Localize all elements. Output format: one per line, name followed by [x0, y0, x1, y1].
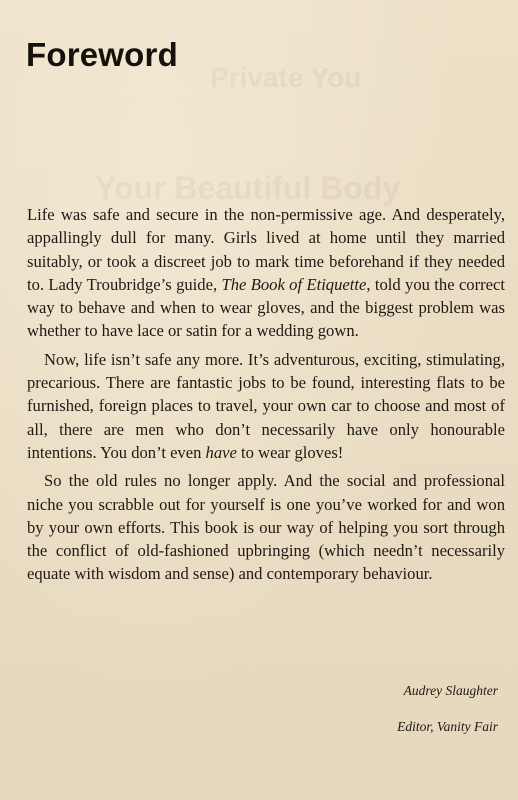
emphasis-italic: have: [205, 442, 237, 462]
paragraph-1-text-a: Life was safe and secure in the non-permissive age. And desperately, appallingly dull for many. Girls lived at home until they married suitably, or took a discreet job to mark time beforehand if they needed to. Lady Troubridge’s guide,: [27, 205, 505, 294]
paragraph-2: [27, 348, 505, 464]
paragraph-2-text-a: Now, life isn’t safe any more. It’s adventurous, exciting, stimulating, precarious. There are fantastic jobs to be found, interesting flats to be furnished, foreign places to travel, your own car to choose and most of all, there are men who don’t necessarily have only honourable intentions. You don’t even: [27, 349, 505, 462]
author-role: Editor, Vanity Fair: [397, 719, 498, 734]
paragraph-3-text: So the old rules no longer apply. And the social and professional niche you scrabble out for yourself is one you’ve worked for and won by your own efforts. This book is our way of helping you sort through the conflict of old-fashioned upbringing (which needn’t necessarily equate with wisdom and sense) and contemporary behaviour.: [27, 471, 505, 584]
paragraph-3: [27, 469, 505, 585]
page-title: Foreword: [26, 36, 178, 73]
author-signature: Audrey Slaughter: [403, 683, 498, 698]
paragraph-1: [27, 203, 505, 343]
paragraph-2-text-b: to wear gloves!: [236, 442, 344, 462]
show-through-text-2: Your Beautiful Body: [95, 170, 401, 206]
paragraph-1-text-b: , told you the correct way to behave and when to wear gloves, and the biggest problem was whether to have lace or satin for a wedding gown.: [27, 274, 505, 341]
show-through-text-1: Private You: [210, 62, 362, 93]
foreword-body: [27, 203, 505, 591]
book-title-italic: The Book of Etiquette: [221, 274, 367, 294]
